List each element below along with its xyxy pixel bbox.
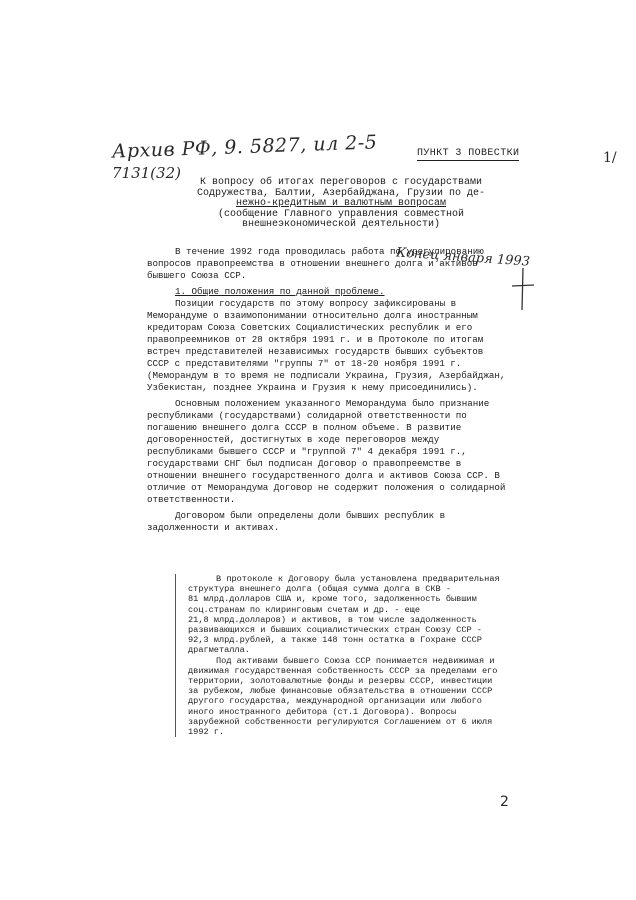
agenda-item-heading: ПУНКТ 3 ПОВЕСТКИ (417, 148, 520, 159)
title-line: нежно-кредитным и валютным вопросам (235, 198, 447, 209)
quote-line: территории, золотовалютные фонды и резервы СССР, инвестиции (188, 676, 493, 687)
page-number: 2 (500, 794, 509, 810)
quote-line: развивающихся и бывших социалистических стран Союзу ССР - (188, 625, 482, 636)
body-line: (Меморандум в то время не подписали Украина, Грузия, Азербайджан, (147, 370, 506, 381)
quote-line: соц.странам по клиринговым счетам и др. - еще (188, 604, 421, 615)
body-line: вопросов правопреемства в отношении внешнего долга и активов (147, 258, 478, 269)
quoted-protocol-block (175, 574, 528, 737)
quote-line: зарубежной собственности регулируются Соглашением от 6 июля (188, 716, 493, 727)
body-line: Основным положением указанного Меморандума было признание (175, 398, 490, 409)
quote-line: другого государства, международной организации или любого (188, 696, 482, 707)
body-line: встреч представителей независимых государств бывших субъектов (147, 346, 484, 357)
quote-line: 1992 г. (188, 727, 225, 738)
body-line: республиками (государствами) солидарной ответственности по (147, 410, 467, 421)
body-line: кредиторам Союза Советских Социалистических республик и его (147, 322, 473, 333)
body-line: СССР с представителями "группы 7" от 18-20 ноября 1991 г. (147, 358, 462, 369)
quote-line: 81 млрд.долларов США и, кроме того, задолженность бывшим (188, 594, 477, 605)
title-line: Содружества, Балтии, Азербайджана, Грузии по де- (196, 187, 486, 199)
date-handwritten-note: Конец января 1993 (395, 245, 531, 270)
document-title (196, 178, 486, 231)
quote-line: иного иностранного дебитора (ст.1 Договора). Вопросы (188, 706, 457, 717)
quote-line: структура внешнего долга (общая сумма долга в СКВ - (188, 584, 452, 595)
body-line: государствами СНГ был подписан Договор о правопреемстве в (147, 458, 462, 469)
body-line: договоренностей, достигнутых в ходе переговоров между (147, 434, 440, 445)
body-line: Меморандуме о взаимопонимании относительно долга иностранным (147, 310, 478, 321)
body-line: Договором были определены доли бывших республик в (175, 510, 446, 521)
title-line: (сообщение Главного управления совместной (217, 208, 465, 220)
body-line: погашению внешнего долга СССР в полном объеме. В развитие (147, 422, 462, 433)
document-body (147, 246, 519, 534)
title-line: К вопросу об итогах переговоров с государствами (199, 177, 483, 188)
body-line: бывшего Союза ССР. (147, 270, 247, 281)
section-heading: 1. Общие положения по данной проблеме. (175, 286, 385, 297)
body-line: правопреемников от 28 октября 1991 г. и в Протоколе по итогам (147, 334, 484, 345)
body-line: Позиции государств по этому вопросу зафиксированы в (175, 298, 457, 309)
body-line: задолженности и активах. (147, 522, 280, 533)
body-line: отношении внешнего государственного долга и активов Союза ССР. В (147, 470, 500, 481)
title-line: внешнеэкономической деятельности) (241, 219, 441, 230)
side-handwritten-mark: 1/ (603, 150, 617, 166)
body-line: В течение 1992 года проводилась работа по урегулированию (175, 246, 484, 257)
body-line: Узбекистан, позднее Украина и Грузия к нему присоединились). (147, 382, 478, 393)
quote-line: Под активами бывшего Союза ССР понимается недвижимая и (216, 655, 495, 666)
archive-handwritten-note: Архив РФ, 9. 5827, ил 2-5 (111, 131, 378, 163)
quote-line: движимая государственная собственность СССР за пределами его (188, 665, 498, 676)
quote-line: В протоколе к Договору была установлена предварительная (216, 574, 500, 584)
code-handwritten-note: 7131(32) (112, 164, 181, 182)
body-line: ответственности. (147, 494, 236, 505)
quote-line: за рубежом, любые финансовые обязательства в отношении СССР (188, 686, 493, 697)
quote-line: 21,8 млрд.долларов) и активов, в том числе задолженность (188, 614, 477, 625)
body-line: отличие от Меморандума Договор не содержит положения о солидарной (147, 482, 506, 493)
body-line: республиками бывшего СССР и "группой 7" 4 декабря 1991 г., (147, 446, 467, 457)
quote-line: 92,3 млрд.рублей, а также 148 тонн остатка в Гохране СССР (188, 635, 482, 646)
quote-line: драгметалла. (188, 645, 250, 656)
